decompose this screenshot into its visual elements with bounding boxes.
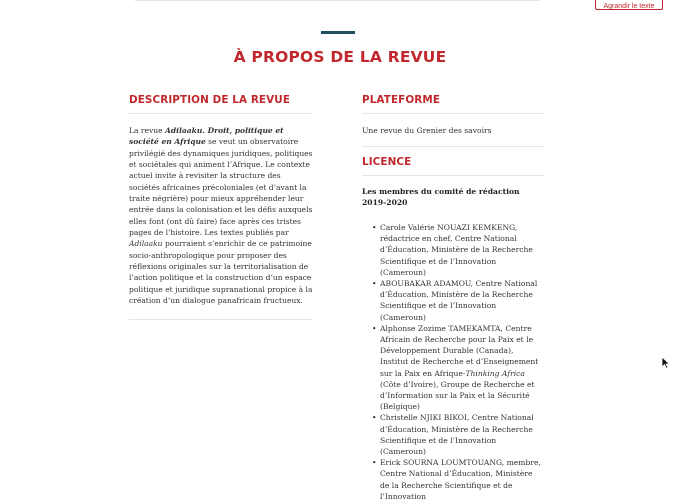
- list-item: • ABOUBAKAR ADAMOU, Centre National d’Éducation, Ministère de la Recherche Scientifique et de l’Innovation (Cameroun): [380, 278, 544, 323]
- list-item: • Christelle NJIKI BIKOI, Centre National d’Éducation, Ministère de la Recherche Scientifique et de l’Innovation (Cameroun): [380, 412, 544, 457]
- list-item: • Carole Valérie NOUAZI KEMKENG, rédactrice en chef, Centre National d’Éducation, Ministère de la Recherche Scientifique et de l’Innovation (Cameroun): [380, 222, 544, 278]
- licence-section: [362, 156, 544, 502]
- description-divider: [129, 319, 313, 320]
- description-body-2: pourraient s’enrichir de ce patrimoine socio-anthropologique pour proposer des réflexions originales sur la territorialisation de l’action politique et la construction d’un espace politique et juridique supranational propice à la création d’un dialogue panafricain fructueux.: [129, 239, 313, 306]
- description-column: [129, 94, 313, 320]
- heading-divider: [362, 113, 544, 114]
- list-item: [380, 323, 544, 413]
- journal-title: Adilaaku. Droit, politique et société en Afrique: [129, 126, 284, 147]
- top-divider: [135, 0, 540, 1]
- mouse-pointer-icon: [661, 356, 670, 369]
- enlarge-text-button[interactable]: Agrandir le texte: [595, 0, 663, 10]
- plateforme-text: Une revue du Grenier des savoirs: [362, 126, 492, 135]
- committee-members-list: [362, 222, 544, 502]
- member-org-italic: Thinking Africa: [465, 368, 525, 378]
- description-text: [129, 125, 313, 307]
- list-item: • Erick SOURNA LOUMTOUANG, membre, Centre National d’Éducation, Ministère de la Recherche Scientifique et de l’Innovation: [380, 457, 544, 502]
- committee-title: Les membres du comité de rédaction 2019-2020: [362, 187, 520, 207]
- journal-short-title: Adilaaku: [129, 239, 163, 249]
- plateforme-heading: PLATEFORME: [362, 94, 441, 106]
- licence-heading: LICENCE: [362, 156, 412, 168]
- title-accent-bar: [321, 31, 355, 34]
- page-title: À PROPOS DE LA REVUE: [233, 48, 447, 66]
- description-body-1: se veut un observatoire privilégié des dynamiques juridiques, politiques et sociétales qui animent l’Afrique. Le contexte actuel invite à revisiter la structure des sociétés africaines précoloniales (et d’avant la traite négrière) pour mieux appréhender leur entrée dans la colonisation et les défis auxquels elles font (ont dû faire) face après ces tristes pages de l’histoire. Les textes publiés par: [129, 137, 313, 238]
- heading-divider: [362, 175, 544, 176]
- member-text: (Côte d’Ivoire), Groupe de Recherche et d’Information sur la Paix et la Sécurité (Belgique): [380, 379, 535, 412]
- heading-divider: [129, 113, 313, 114]
- description-intro: La revue: [129, 126, 165, 135]
- info-column: [362, 94, 544, 502]
- description-heading: DESCRIPTION DE LA REVUE: [129, 94, 291, 106]
- plateforme-divider: [362, 146, 544, 147]
- member-text: Alphonse Zozime TAMEKAMTA, Centre Africain de Recherche pour la Paix et le Développement Durable (Canada), Institut de Recherche et d’Enseignement sur la Paix en Afrique-: [380, 323, 539, 378]
